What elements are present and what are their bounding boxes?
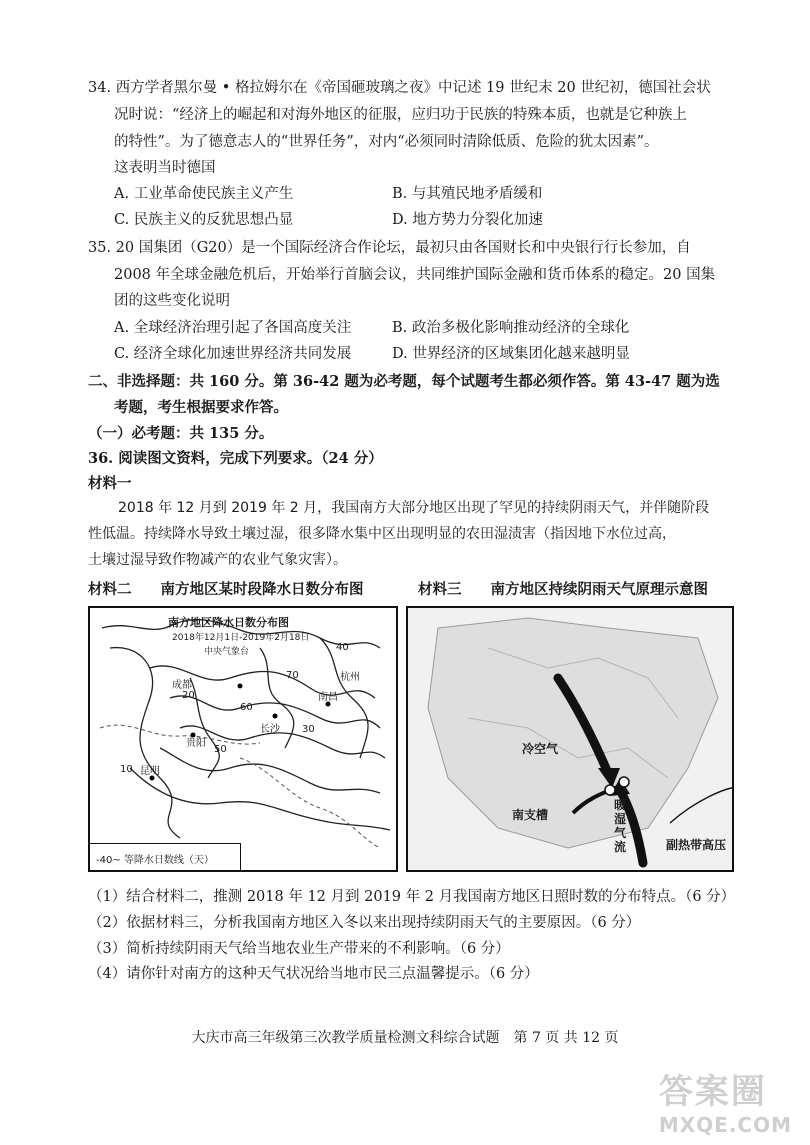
q35-line-2: 2008 年全球金融危机后，开始举行首脑会议，共同维护国际金融和货币体系的稳定。20 国集 — [114, 267, 716, 283]
q36-subquestion-3: （3）简析持续阴雨天气给当地农业生产带来的不利影响。（6 分） — [88, 941, 510, 957]
map-title: 南方地区降水日数分布图 — [168, 616, 289, 629]
city-label: 成都 — [172, 680, 192, 691]
city-label: 贵阳 — [186, 738, 206, 749]
material-3-caption: 材料三 南方地区持续阴雨天气原理示意图 — [418, 581, 708, 598]
contour-value: 30 — [302, 724, 315, 735]
watermark-cn: 答案圈 — [658, 1072, 767, 1112]
q34-option-a: A. 工业革命使民族主义产生 — [114, 186, 294, 202]
q36-subquestion-1: （1）结合材料二，推测 2018 年 12 月到 2019 年 2 月我国南方地区日照时数的分布特点。（6 分） — [88, 889, 736, 905]
high-pressure-boundary — [670, 788, 732, 823]
warm-moist-flow-label: 暖湿气流 — [614, 798, 627, 854]
precipitation-days-map — [88, 606, 398, 872]
map-source: 中央气象台 — [204, 647, 250, 657]
material-1-line-2: 性低温。持续降水导致土壤过湿，很多降水集中区出现明显的农田湿渍害（指因地下水位过高， — [88, 526, 676, 542]
boundary-line — [240, 758, 380, 848]
material-1-line-1: 2018 年 12 月到 2019 年 2 月，我国南方大部分地区出现了罕见的持续阴雨天气，并伴随阶段 — [118, 500, 710, 516]
q35-option-c: C. 经济全球化加速世界经济共同发展 — [114, 346, 352, 362]
city-label: 南昌 — [318, 692, 338, 703]
section2-heading-line-2: 考题，考生根据要求作答。 — [114, 399, 288, 416]
q34-line-2: 况时说：“经济上的崛起和对海外地区的征服，应归功于民族的特殊本质，也就是它种族上 — [114, 107, 687, 123]
required-section-heading: （一）必考题：共 135 分。 — [88, 425, 274, 442]
contour-line — [130, 768, 390, 830]
cold-air-label: 冷空气 — [522, 742, 559, 756]
contour-value: 70 — [286, 670, 299, 681]
front-marker — [619, 777, 629, 787]
q36-subquestion-4: （4）请你针对南方的这种天气状况给当地市民三点温馨提示。（6 分） — [88, 966, 539, 982]
map-legend — [90, 843, 241, 870]
city-label: 昆明 — [140, 766, 160, 777]
boundary-line — [100, 725, 260, 744]
page-footer: 大庆市高三年级第三次教学质量检测文科综合试题 第 7 页 共 12 页 — [191, 1030, 619, 1046]
material-2-caption: 材料二 南方地区某时段降水日数分布图 — [88, 581, 364, 598]
material-1-line-3: 土壤过湿导致作物减产的农业气象灾害）。 — [88, 552, 347, 568]
contour-line — [160, 748, 380, 793]
persistent-rain-schematic — [406, 606, 734, 872]
map-period: 2018年12月1日-2019年2月18日 — [172, 633, 310, 643]
contour-value: 40 — [336, 642, 349, 653]
watermark-en: MXQE.COM — [658, 1113, 792, 1137]
watermark-logo — [659, 1064, 792, 1137]
land-area — [428, 618, 718, 848]
q35-option-b: B. 政治多极化影响推动经济的全球化 — [392, 320, 630, 336]
q34-option-b: B. 与其殖民地矛盾缓和 — [392, 186, 543, 202]
q35-option-a: A. 全球经济治理引起了各国高度关注 — [114, 320, 352, 336]
q34-line-4: 这表明当时德国 — [114, 160, 216, 176]
city-marker — [273, 714, 278, 719]
contour-value: 50 — [214, 744, 227, 755]
contour-value: 10 — [120, 764, 133, 775]
city-label: 长沙 — [260, 724, 280, 735]
legend-text: -40~ 等降水日数线（天） — [96, 855, 214, 866]
contour-value: 60 — [240, 702, 253, 713]
city-label: 杭州 — [340, 672, 360, 683]
q35-line-3: 团的这些变化说明 — [114, 293, 230, 309]
q34-line-3: 的特性”。为了德意志人的“世界任务”，对内“必须同时清除低质、危险的犹太因素”。 — [114, 134, 659, 150]
front-marker — [605, 785, 615, 795]
q36-subquestion-2: （2）依据材料三，分析我国南方地区入冬以来出现持续阴雨天气的主要原因。（6 分） — [88, 915, 641, 931]
q35-line-1: 35. 20 国集团（G20）是一个国际经济合作论坛，最初只由各国财长和中央银行行长参加，自 — [88, 240, 691, 256]
schematic-graphic — [408, 608, 732, 870]
contour-line — [180, 726, 385, 758]
contour-line — [110, 648, 180, 838]
q34-option-c: C. 民族主义的反犹思想凸显 — [114, 212, 294, 228]
subtropical-high-label: 副热带高压 — [666, 838, 727, 852]
q34-line-1: 34. 西方学者黑尔曼 • 格拉姆尔在《帝国砸玻璃之夜》中记述 19 世纪末 20 世纪初，德国社会状 — [88, 80, 711, 96]
section2-heading-line-1: 二、非选择题：共 160 分。第 36-42 题为必考题，每个试题考生都必须作答。第 43-47 题为选 — [88, 373, 720, 390]
material-1-label: 材料一 — [88, 475, 132, 492]
q34-option-d: D. 地方势力分裂化加速 — [392, 212, 543, 228]
q35-option-d: D. 世界经济的区域集团化越来越明显 — [392, 346, 630, 362]
south-branch-trough-label: 南支槽 — [512, 808, 549, 822]
contour-value: 20 — [182, 690, 195, 701]
q36-title: 36. 阅读图文资料，完成下列要求。（24 分） — [88, 450, 383, 467]
city-marker — [238, 684, 243, 689]
